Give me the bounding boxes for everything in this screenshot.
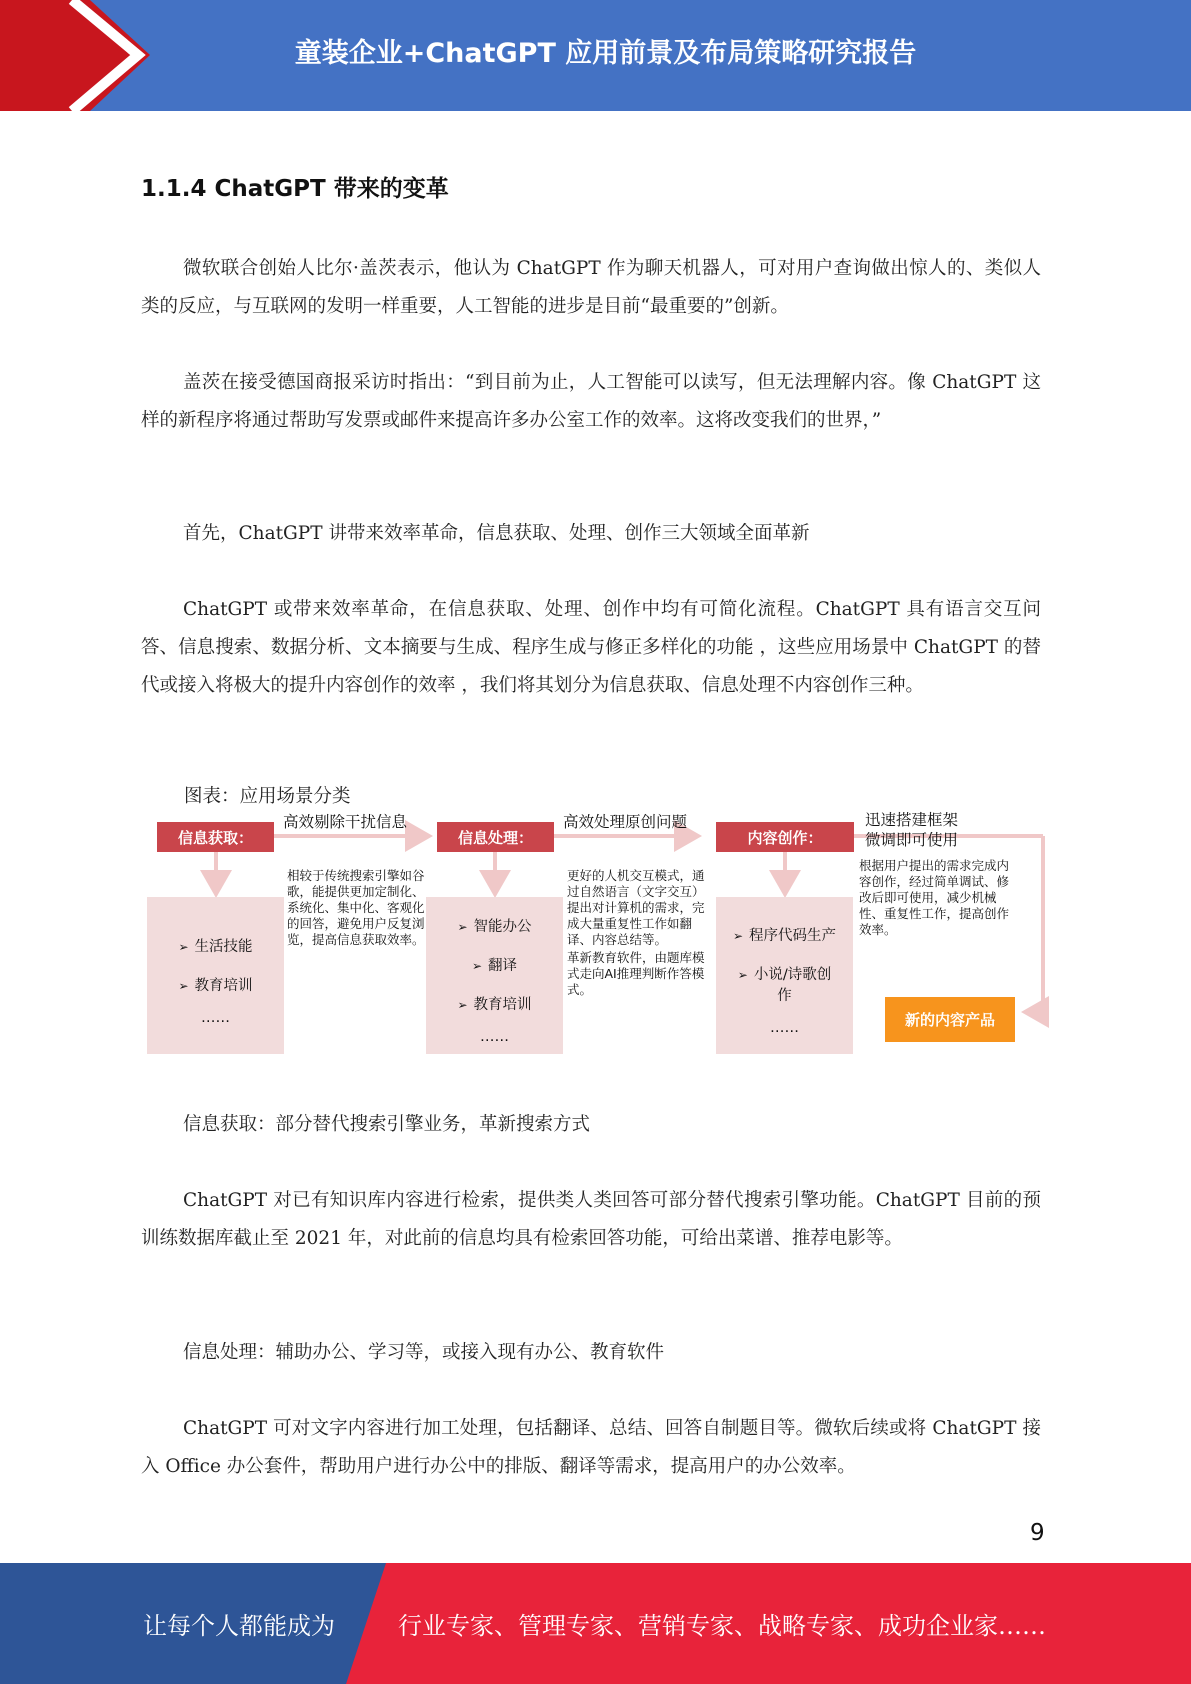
flow-label-original: 高效处理原创问题 xyxy=(563,813,688,831)
paragraph-info-acquire: ChatGPT 对已有知识库内容进行检索，提供类人类回答可部分替代搜索引擎功能。ChatGPT 目前的预训练数据库截止至 2021 年，对此前的信息均具有检索回答功能，可给出菜谱、推荐电影等。 xyxy=(141,1190,1041,1249)
paragraph-info-process: ChatGPT 可对文字内容进行加工处理，包括翻译、总结、回答自制题目等。微软后续或将 ChatGPT 接入 Office 办公套件，帮助用户进行办公中的排版、翻译等需求，提高用户的办公效率。 xyxy=(141,1418,1041,1477)
stage-box-info-acquire xyxy=(147,897,284,1054)
stage-description-info-process: 更好的人机交互模式，通过自然语言（文字交互）提出对计算机的需求，完成大量重复性工作如翻译、内容总结等。 革新教育软件，由题库模式走向AI推理判断作答模式。 xyxy=(567,868,705,997)
stage-label-info-process: 信息处理： xyxy=(437,822,554,852)
list-item: ➢ 教育培训 xyxy=(178,977,253,994)
paragraph-efficiency: ChatGPT 或带来效率革命，在信息获取、处理、创作中均有可简化流程。ChatGPT 具有语言交互问答、信息搜索、数据分析、文本摘要与生成、程序生成与修正多样化的功能 ，这些应用场景中 ChatGPT 的替代或接入将极大的提升内容创作的效率 ，我们将其划分为信息获取、信息处理不内容创作三种。 xyxy=(141,599,1041,696)
report-title: 童装企业+ChatGPT 应用前景及布局策略研究报告 xyxy=(294,37,917,69)
more-items-ellipsis: …… xyxy=(201,1009,230,1026)
figure-caption: 图表：应用场景分类 xyxy=(184,786,351,807)
stage-box-content-create xyxy=(716,897,853,1054)
stage-box-info-process xyxy=(426,897,563,1054)
new-content-product-box: 新的内容产品 xyxy=(885,997,1015,1042)
paragraph-interview: 盖茨在接受德国商报采访时指出：“到目前为止，人工智能可以读写，但无法理解内容。像 ChatGPT 这样的新程序将通过帮助写发票或邮件来提高许多办公室工作的效率。这将改变我们的世界，” xyxy=(141,372,1041,431)
list-item: ➢ 翻译 xyxy=(471,958,518,974)
page-footer xyxy=(0,1563,1191,1684)
paragraph-efficiency-heading: 首先，ChatGPT 讲带来效率革命，信息获取、处理、创作三大领域全面革新 xyxy=(183,523,810,544)
list-item: ➢ 小说/诗歌创作 xyxy=(737,967,832,1004)
application-scenario-diagram xyxy=(141,812,1051,1062)
list-item: ➢ 教育培训 xyxy=(457,997,532,1013)
footer-slogan-left: 让每个人都能成为 xyxy=(143,1612,335,1640)
more-items-ellipsis: …… xyxy=(480,1029,509,1045)
paragraph-gates-quote: 微软联合创始人比尔·盖茨表示，他认为 ChatGPT 作为聊天机器人，可对用户查询做出惊人的、类似人类的反应，与互联网的发明一样重要，人工智能的进步是目前“最重要的”创新。 xyxy=(141,258,1041,317)
more-items-ellipsis: …… xyxy=(770,1020,799,1036)
stage-description-content-create: 根据用户提出的需求完成内容创作，经过简单调试、修改后即可使用，减少机械性、重复性工作，提高创作效率。 xyxy=(859,858,1010,937)
list-item: ➢ 生活技能 xyxy=(178,938,253,955)
list-item: ➢ 智能办公 xyxy=(457,919,532,935)
header-chevron-decoration xyxy=(0,0,150,111)
stage-label-content-create: 内容创作： xyxy=(716,822,854,852)
flow-label-framework: 迅速搭建框架 微调即可使用 xyxy=(865,811,959,849)
page-number: 9 xyxy=(1030,1520,1045,1546)
paragraph-info-acquire-heading: 信息获取：部分替代搜索引擎业务，革新搜索方式 xyxy=(183,1114,591,1135)
stage-label-info-acquire: 信息获取： xyxy=(157,822,274,852)
flow-label-filter: 高效剔除干扰信息 xyxy=(283,813,408,831)
footer-slogan-right: 行业专家、管理专家、营销专家、战略专家、成功企业家…… xyxy=(398,1612,1046,1640)
paragraph-info-process-heading: 信息处理：辅助办公、学习等，或接入现有办公、教育软件 xyxy=(183,1342,665,1363)
stage-description-info-acquire: 相较于传统搜索引擎如谷歌，能提供更加定制化、系统化、集中化、客观化的回答，避免用户反复浏览，提高信息获取效率。 xyxy=(287,868,425,947)
section-title: 1.1.4 ChatGPT 带来的变革 xyxy=(141,176,449,202)
page-header xyxy=(0,0,1191,111)
list-item: ➢ 程序代码生产 xyxy=(732,928,837,944)
